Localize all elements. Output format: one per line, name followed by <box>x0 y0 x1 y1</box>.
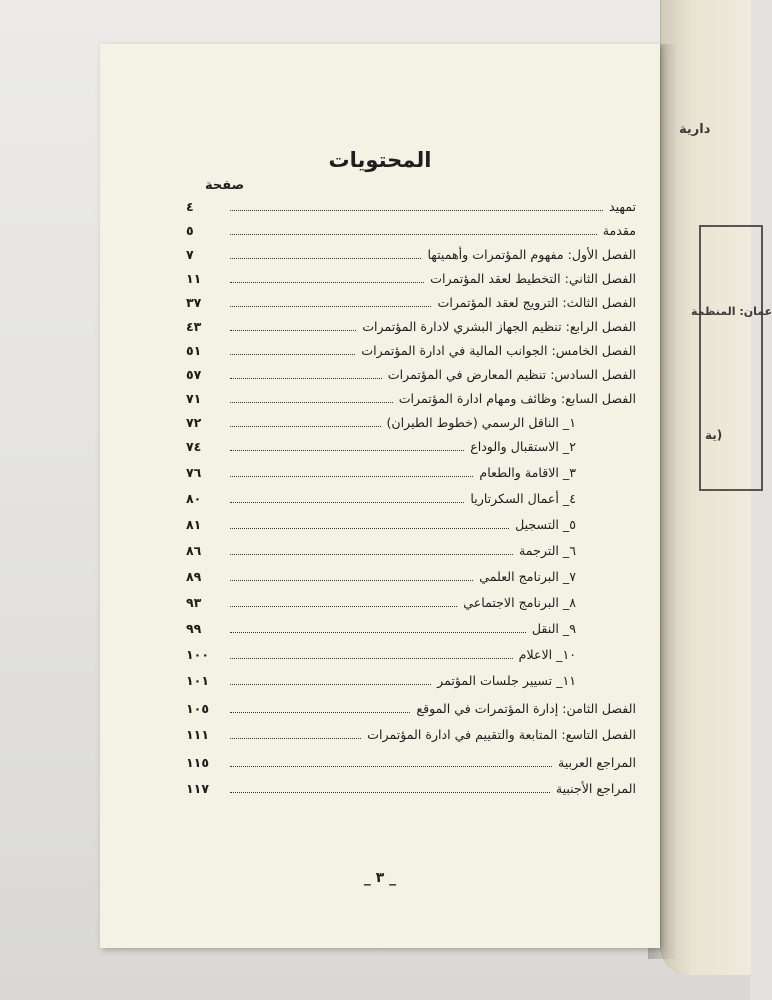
toc-entry-page: ٥ <box>186 222 194 238</box>
table-of-contents <box>186 194 636 844</box>
dot-leader <box>230 658 513 659</box>
toc-entry-page: ١١٧ <box>186 780 210 796</box>
toc-entry-title: ٦_ الترجمة <box>519 542 576 558</box>
toc-entry-page: ١٠١ <box>186 672 210 688</box>
toc-entry-page: ٨٦ <box>186 542 202 558</box>
toc-entry-title: ٧_ البرنامج العلمي <box>479 568 576 584</box>
toc-entry-title: ٩_ النقل <box>531 620 576 636</box>
book-page <box>100 44 660 948</box>
toc-entry <box>186 290 636 314</box>
toc-entry <box>186 218 636 242</box>
dot-leader <box>230 606 457 607</box>
dot-leader <box>230 684 431 685</box>
dot-leader <box>230 234 597 235</box>
toc-entry-page: ٣٧ <box>186 294 202 310</box>
dot-leader <box>230 450 464 451</box>
toc-entry-title: ١١_ تسيير جلسات المؤتمر <box>437 672 576 688</box>
toc-entry-page: ١١ <box>186 270 202 286</box>
dot-leader <box>230 792 550 793</box>
dot-leader <box>230 402 393 403</box>
toc-subentry <box>186 512 636 536</box>
dot-leader <box>230 258 421 259</box>
toc-entry-page: ٨٩ <box>186 568 202 584</box>
dot-leader <box>230 712 410 713</box>
toc-subentry <box>186 616 636 640</box>
toc-entry-title: ١_ الناقل الرسمي (خطوط الطيران) <box>386 414 576 430</box>
toc-entry-title: ٢_ الاستقبال والوداع <box>470 438 576 454</box>
toc-entry-page: ٩٩ <box>186 620 202 636</box>
toc-entry-title: مقدمة <box>602 222 636 238</box>
toc-entry-title: الفصل التاسع: المتابعة والتقييم في ادارة المؤتمرات <box>367 726 636 742</box>
toc-entry-title: ٣_ الاقامة والطعام <box>479 464 576 480</box>
toc-entry-title: الفصل السابع: وظائف ومهام ادارة المؤتمرات <box>398 390 636 406</box>
toc-entry-page: ٧١ <box>186 390 202 406</box>
toc-entry-page: ١٠٠ <box>186 646 210 662</box>
toc-entry-title: تمهيد <box>608 198 636 214</box>
toc-entry-title: المراجع الأجنبية <box>555 780 636 796</box>
dot-leader <box>230 528 509 529</box>
toc-entry <box>186 696 636 720</box>
toc-entry <box>186 314 636 338</box>
dot-leader <box>230 738 361 739</box>
toc-entry-title: الفصل الثالث: الترويج لعقد المؤتمرات <box>437 294 636 310</box>
toc-entry-page: ٥١ <box>186 342 202 358</box>
page-number: _ ٣ _ <box>363 870 397 886</box>
toc-entry-page: ١١٥ <box>186 754 210 770</box>
adjacent-page-text-2: عمان: المنظمة <box>691 305 772 318</box>
toc-entry <box>186 338 636 362</box>
toc-subentry <box>186 538 636 562</box>
toc-entry <box>186 722 636 746</box>
toc-entry-title: الفصل الرابع: تنظيم الجهاز البشري لادارة المؤتمرات <box>362 318 636 334</box>
dot-leader <box>230 476 473 477</box>
dot-leader <box>230 502 464 503</box>
dot-leader <box>230 766 552 767</box>
toc-entry-title: الفصل الخامس: الجوانب المالية في ادارة المؤتمرات <box>361 342 636 358</box>
page-column-label: صفحة <box>205 178 245 193</box>
toc-subentry <box>186 434 636 458</box>
toc-entry-title: الفصل الثاني: التخطيط لعقد المؤتمرات <box>430 270 636 286</box>
adjacent-page-box <box>699 225 763 491</box>
adjacent-page-text-1: دارية <box>679 122 711 137</box>
toc-entry-title: الفصل الثامن: إدارة المؤتمرات في الموقع <box>416 700 636 716</box>
toc-entry-page: ٧ <box>186 246 194 262</box>
toc-entry <box>186 362 636 386</box>
toc-entry-page: ٤٣ <box>186 318 202 334</box>
toc-entry-page: ٨٠ <box>186 490 202 506</box>
toc-entry-page: ١١١ <box>186 726 210 742</box>
toc-subentry <box>186 460 636 484</box>
toc-entry-title: الفصل السادس: تنظيم المعارض في المؤتمرات <box>387 366 636 382</box>
toc-entry-page: ٧٤ <box>186 438 202 454</box>
dot-leader <box>230 210 603 211</box>
toc-entry <box>186 242 636 266</box>
toc-subentry <box>186 590 636 614</box>
toc-entry <box>186 750 636 774</box>
dot-leader <box>230 354 355 355</box>
toc-entry <box>186 194 636 218</box>
dot-leader <box>230 580 473 581</box>
dot-leader <box>230 306 431 307</box>
toc-entry-title: ٨_ البرنامج الاجتماعي <box>463 594 576 610</box>
toc-entry-page: ٧٦ <box>186 464 202 480</box>
dot-leader <box>230 554 513 555</box>
toc-entry-title: ١٠_ الاعلام <box>518 646 576 662</box>
page-title: المحتويات <box>328 148 432 172</box>
toc-entry <box>186 776 636 800</box>
toc-entry-title: ٤_ أعمال السكرتاريا <box>470 490 576 506</box>
toc-entry-page: ٨١ <box>186 516 202 532</box>
toc-subentry <box>186 564 636 588</box>
toc-entry-page: ٧٢ <box>186 414 202 430</box>
adjacent-page-text-3: ية) <box>705 428 723 442</box>
toc-entry-page: ٩٣ <box>186 594 202 610</box>
toc-entry-title: الفصل الأول: مفهوم المؤتمرات وأهميتها <box>427 246 636 262</box>
dot-leader <box>230 282 424 283</box>
toc-entry-title: المراجع العربية <box>558 754 636 770</box>
toc-subentry <box>186 668 636 692</box>
toc-subentry <box>186 642 636 666</box>
dot-leader <box>230 632 526 633</box>
dot-leader <box>230 378 382 379</box>
toc-entry <box>186 266 636 290</box>
toc-entry-page: ٥٧ <box>186 366 202 382</box>
dot-leader <box>230 426 381 427</box>
toc-entry-page: ٤ <box>186 198 194 214</box>
toc-subentry <box>186 486 636 510</box>
toc-subentry <box>186 410 636 434</box>
toc-entry <box>186 386 636 410</box>
toc-entry-title: ٥_ التسجيل <box>515 516 576 532</box>
dot-leader <box>230 330 356 331</box>
toc-entry-page: ١٠٥ <box>186 700 210 716</box>
